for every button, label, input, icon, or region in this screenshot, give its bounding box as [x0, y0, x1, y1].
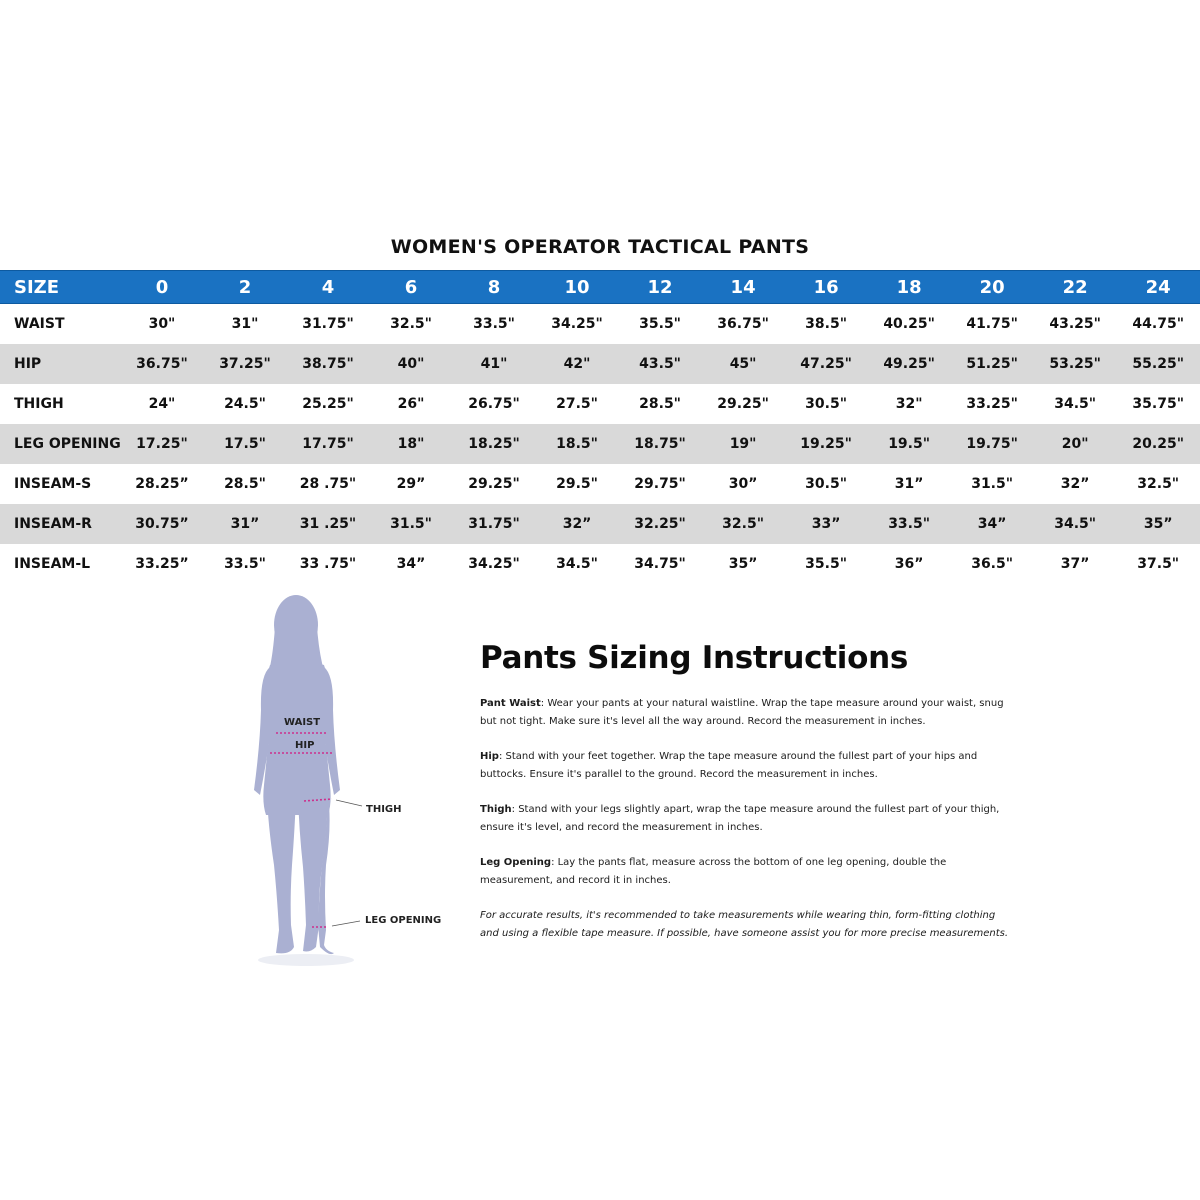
table-cell: 19.25" [800, 435, 852, 452]
table-cell: 53.25" [1049, 355, 1101, 372]
table-cell: 37” [1060, 555, 1090, 572]
silhouette-body [254, 595, 340, 954]
table-cell: 18" [397, 435, 425, 452]
table-cell: 33.25" [966, 395, 1018, 412]
size-header-cell: 6 [370, 271, 453, 304]
table-cell: 28.5" [639, 395, 681, 412]
table-cell: 29.5" [556, 475, 598, 492]
table-cell: 32.5" [1137, 475, 1180, 492]
table-row [0, 464, 1200, 504]
hip-label: HIP [295, 740, 315, 751]
table-title: WOMEN'S OPERATOR TACTICAL PANTS [390, 236, 810, 258]
measurement-figure [240, 585, 460, 975]
table-cell: 51.25" [966, 355, 1018, 372]
table-cell: 36.5" [971, 555, 1014, 572]
row-label: INSEAM-S [14, 475, 92, 492]
table-cell: 31” [894, 475, 924, 492]
table-cell: 36” [894, 555, 924, 572]
table-cell: 34” [977, 515, 1007, 532]
table-cell: 33.5" [888, 515, 931, 532]
table-cell: 47.25" [800, 355, 852, 372]
row-label: LEG OPENING [14, 435, 121, 452]
table-cell: 18.5" [556, 435, 598, 452]
table-cell: 20.25" [1132, 435, 1184, 452]
instructions-title: Pants Sizing Instructions [480, 640, 908, 676]
table-cell: 35.75" [1132, 395, 1184, 412]
table-cell: 32” [1060, 475, 1090, 492]
table-cell: 31 .25" [299, 515, 357, 532]
table-cell: 41.75" [966, 315, 1018, 332]
table-row [0, 504, 1200, 544]
table-cell: 44.75" [1132, 315, 1184, 332]
table-cell: 55.25" [1132, 355, 1184, 372]
size-header-cell: 16 [784, 271, 868, 304]
table-cell: 49.25" [883, 355, 935, 372]
leg-opening-label: LEG OPENING [365, 915, 442, 926]
instruction-text: : Wear your pants at your natural waistline. Wrap the tape measure around your waist, snug but not tight. Make sure it's level all the way around. Record the measurement in inches. [480, 698, 1004, 727]
table-cell: 35” [728, 555, 758, 572]
table-cell: 29” [396, 475, 426, 492]
row-label: THIGH [14, 395, 64, 412]
row-label: INSEAM-R [14, 515, 92, 532]
table-cell: 26.75" [468, 395, 520, 412]
instruction-term: Thigh [480, 804, 512, 815]
table-cell: 32.5" [390, 315, 432, 332]
table-row [0, 304, 1200, 344]
instruction-hip [480, 748, 1010, 783]
table-cell: 36.75" [136, 355, 188, 372]
table-cell: 43.5" [639, 355, 681, 372]
instruction-thigh [480, 801, 1010, 836]
table-cell: 30.75” [135, 515, 189, 532]
waist-label: WAIST [284, 717, 321, 728]
table-cell: 31.5" [390, 515, 432, 532]
table-cell: 34” [396, 555, 426, 572]
table-cell: 34.5" [1054, 515, 1097, 532]
table-cell: 33.5" [473, 315, 515, 332]
table-cell: 20" [1061, 435, 1089, 452]
instruction-term: Leg Opening [480, 857, 552, 868]
instruction-waist [480, 695, 1010, 730]
sizing-instructions [480, 640, 1010, 960]
size-header-cell: 10 [536, 271, 619, 304]
table-cell: 42" [563, 355, 591, 372]
table-cell: 29.25" [468, 475, 520, 492]
instruction-leg-opening [480, 854, 1010, 889]
table-cell: 34.25" [551, 315, 603, 332]
size-header-cell: 22 [1034, 271, 1117, 304]
instruction-term: Pant Waist [480, 698, 541, 709]
table-cell: 38.75" [302, 355, 354, 372]
table-cell: 32” [562, 515, 592, 532]
thigh-label: THIGH [366, 804, 402, 815]
table-cell: 18.75" [634, 435, 686, 452]
table-cell: 17.75" [302, 435, 354, 452]
size-header-cell: 2 [204, 271, 287, 304]
table-cell: 24" [148, 395, 176, 412]
table-row [0, 384, 1200, 424]
table-cell: 19.5" [888, 435, 931, 452]
table-cell: 31.75" [302, 315, 354, 332]
table-cell: 33.25” [135, 555, 189, 572]
table-row [0, 544, 1200, 584]
table-header-row [0, 271, 1200, 304]
table-row [0, 424, 1200, 464]
instruction-term: Hip [480, 751, 499, 762]
table-cell: 31" [231, 315, 259, 332]
size-chart-table [0, 270, 1200, 584]
size-header-cell: 14 [702, 271, 785, 304]
table-cell: 30” [728, 475, 758, 492]
table-cell: 29.25" [717, 395, 769, 412]
table-cell: 37.25" [219, 355, 271, 372]
table-cell: 31.75" [468, 515, 520, 532]
table-cell: 28.5" [224, 475, 266, 492]
table-cell: 30.5" [805, 475, 848, 492]
table-cell: 26" [397, 395, 425, 412]
size-header-cell: 24 [1116, 271, 1200, 304]
size-header-cell: 8 [452, 271, 536, 304]
instruction-text: : Stand with your legs slightly apart, wrap the tape measure around the fullest part of your thigh, ensure it's level, and record the measurement in inches. [480, 804, 1000, 833]
instruction-text: : Lay the pants flat, measure across the bottom of one leg opening, double the measurement, and record it in inches. [480, 857, 947, 886]
row-label: WAIST [14, 315, 65, 332]
table-cell: 32" [895, 395, 923, 412]
instruction-text: : Stand with your feet together. Wrap the tape measure around the fullest part of your hips and buttocks. Ensure it's parallel to the ground. Record the measurement in inches. [480, 751, 978, 780]
table-cell: 34.5" [1054, 395, 1097, 412]
table-cell: 31” [230, 515, 260, 532]
table-cell: 35.5" [805, 555, 848, 572]
row-label: INSEAM-L [14, 555, 91, 572]
table-cell: 38.5" [805, 315, 848, 332]
table-cell: 40.25" [883, 315, 935, 332]
table-cell: 24.5" [224, 395, 266, 412]
size-header-label: SIZE [0, 271, 120, 304]
table-cell: 28.25” [135, 475, 189, 492]
row-label: HIP [14, 355, 42, 372]
table-cell: 33 .75" [299, 555, 357, 572]
size-header-cell: 18 [868, 271, 951, 304]
table-cell: 32.25" [634, 515, 686, 532]
table-cell: 45" [729, 355, 757, 372]
size-header-cell: 4 [286, 271, 370, 304]
table-cell: 33.5" [224, 555, 266, 572]
table-cell: 19" [729, 435, 757, 452]
table-cell: 34.5" [556, 555, 598, 572]
size-header-cell: 12 [618, 271, 702, 304]
table-cell: 29.75" [634, 475, 686, 492]
table-cell: 17.25" [136, 435, 188, 452]
table-cell: 35.5" [639, 315, 681, 332]
instruction-note: For accurate results, it's recommended to take measurements while wearing thin, form-fitting clothing and using a flexible tape measure. If possible, have someone assist you for more precise measurements. [480, 910, 1009, 939]
table-cell: 30" [148, 315, 176, 332]
table-cell: 27.5" [556, 395, 598, 412]
table-cell: 40" [397, 355, 425, 372]
table-cell: 28 .75" [299, 475, 357, 492]
table-cell: 34.75" [634, 555, 686, 572]
table-cell: 35” [1143, 515, 1173, 532]
table-cell: 43.25" [1049, 315, 1101, 332]
table-cell: 18.25" [468, 435, 520, 452]
table-cell: 19.75" [966, 435, 1018, 452]
table-row [0, 344, 1200, 384]
table-cell: 41" [480, 355, 508, 372]
table-cell: 32.5" [722, 515, 764, 532]
table-cell: 34.25" [468, 555, 520, 572]
table-cell: 31.5" [971, 475, 1014, 492]
size-header-cell: 20 [950, 271, 1034, 304]
table-cell: 25.25" [302, 395, 354, 412]
table-cell: 33” [811, 515, 841, 532]
size-header-cell: 0 [120, 271, 204, 304]
table-cell: 36.75" [717, 315, 769, 332]
table-cell: 30.5" [805, 395, 848, 412]
table-cell: 37.5" [1137, 555, 1180, 572]
table-cell: 17.5" [224, 435, 266, 452]
